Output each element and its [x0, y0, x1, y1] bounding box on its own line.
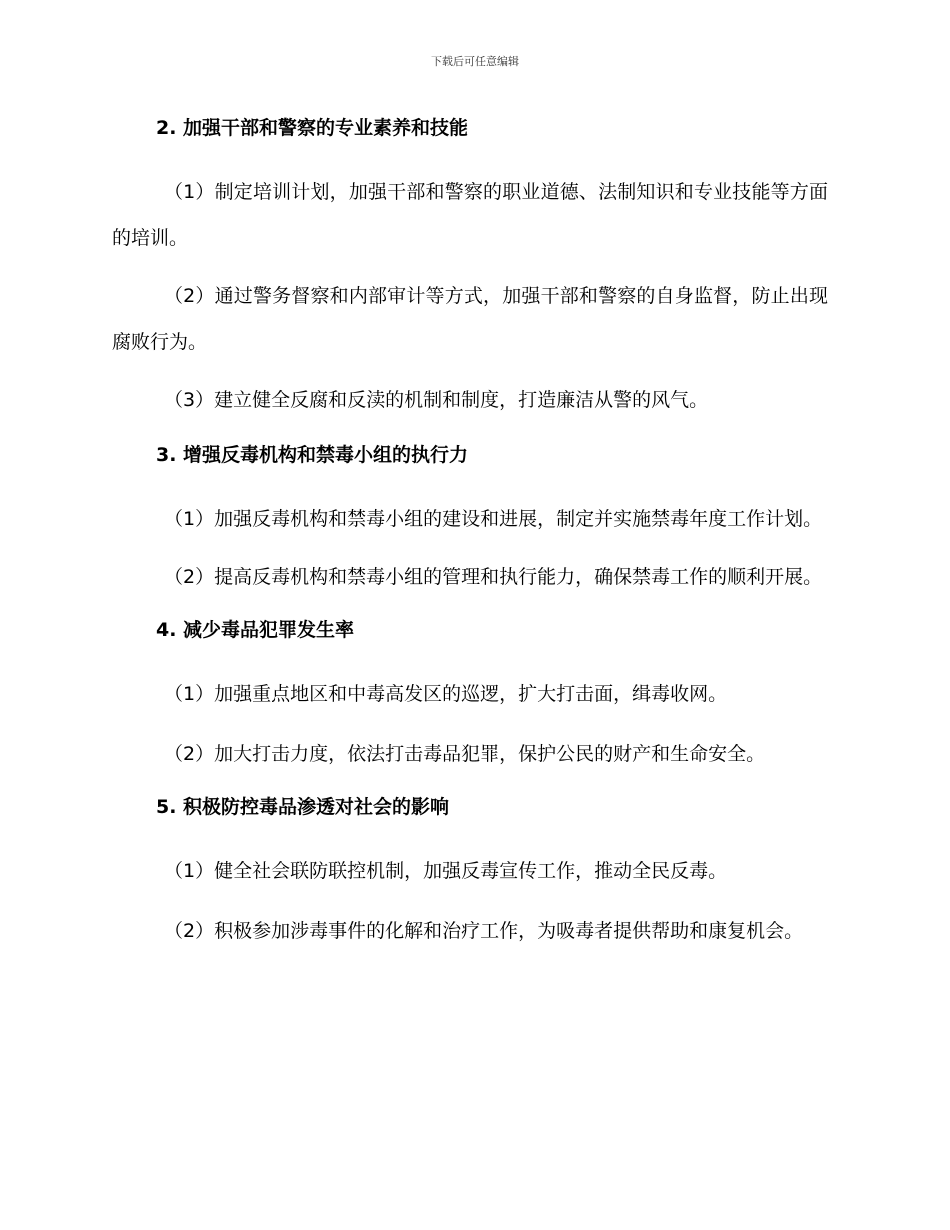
document-body — [112, 110, 828, 966]
paragraph: （3）建立健全反腐和反渎的机制和制度，打造廉洁从警的风气。 — [164, 389, 709, 411]
section-4 — [112, 612, 828, 777]
section-5 — [112, 789, 828, 954]
paragraph: （1）加强重点地区和中毒高发区的巡逻，扩大打击面，缉毒收网。 — [164, 683, 728, 705]
paragraph: （2）提高反毒机构和禁毒小组的管理和执行能力，确保禁毒工作的顺利开展。 — [164, 566, 823, 588]
paragraph: （2）通过警务督察和内部审计等方式，加强干部和警察的自身监督，防止出现腐败行为。 — [112, 285, 828, 353]
section-2 — [112, 110, 828, 423]
section-heading: 4. 减少毒品犯罪发生率 — [156, 619, 355, 641]
paragraph: （1）加强反毒机构和禁毒小组的建设和进展，制定并实施禁毒年度工作计划。 — [164, 508, 823, 530]
paragraph: （1）制定培训计划，加强干部和警察的职业道德、法制知识和专业技能等方面的培训。 — [112, 181, 828, 249]
paragraph: （2）加大打击力度，依法打击毒品犯罪，保护公民的财产和生命安全。 — [164, 743, 766, 765]
paragraph: （1）健全社会联防联控机制，加强反毒宣传工作，推动全民反毒。 — [164, 860, 728, 882]
page-header: 下载后可任意编辑 — [431, 55, 519, 68]
section-heading: 2. 加强干部和警察的专业素养和技能 — [156, 117, 469, 139]
section-3 — [112, 437, 828, 600]
section-heading: 3. 增强反毒机构和禁毒小组的执行力 — [156, 444, 469, 466]
section-heading: 5. 积极防控毒品渗透对社会的影响 — [156, 796, 450, 818]
paragraph: （2）积极参加涉毒事件的化解和治疗工作，为吸毒者提供帮助和康复机会。 — [164, 920, 804, 942]
